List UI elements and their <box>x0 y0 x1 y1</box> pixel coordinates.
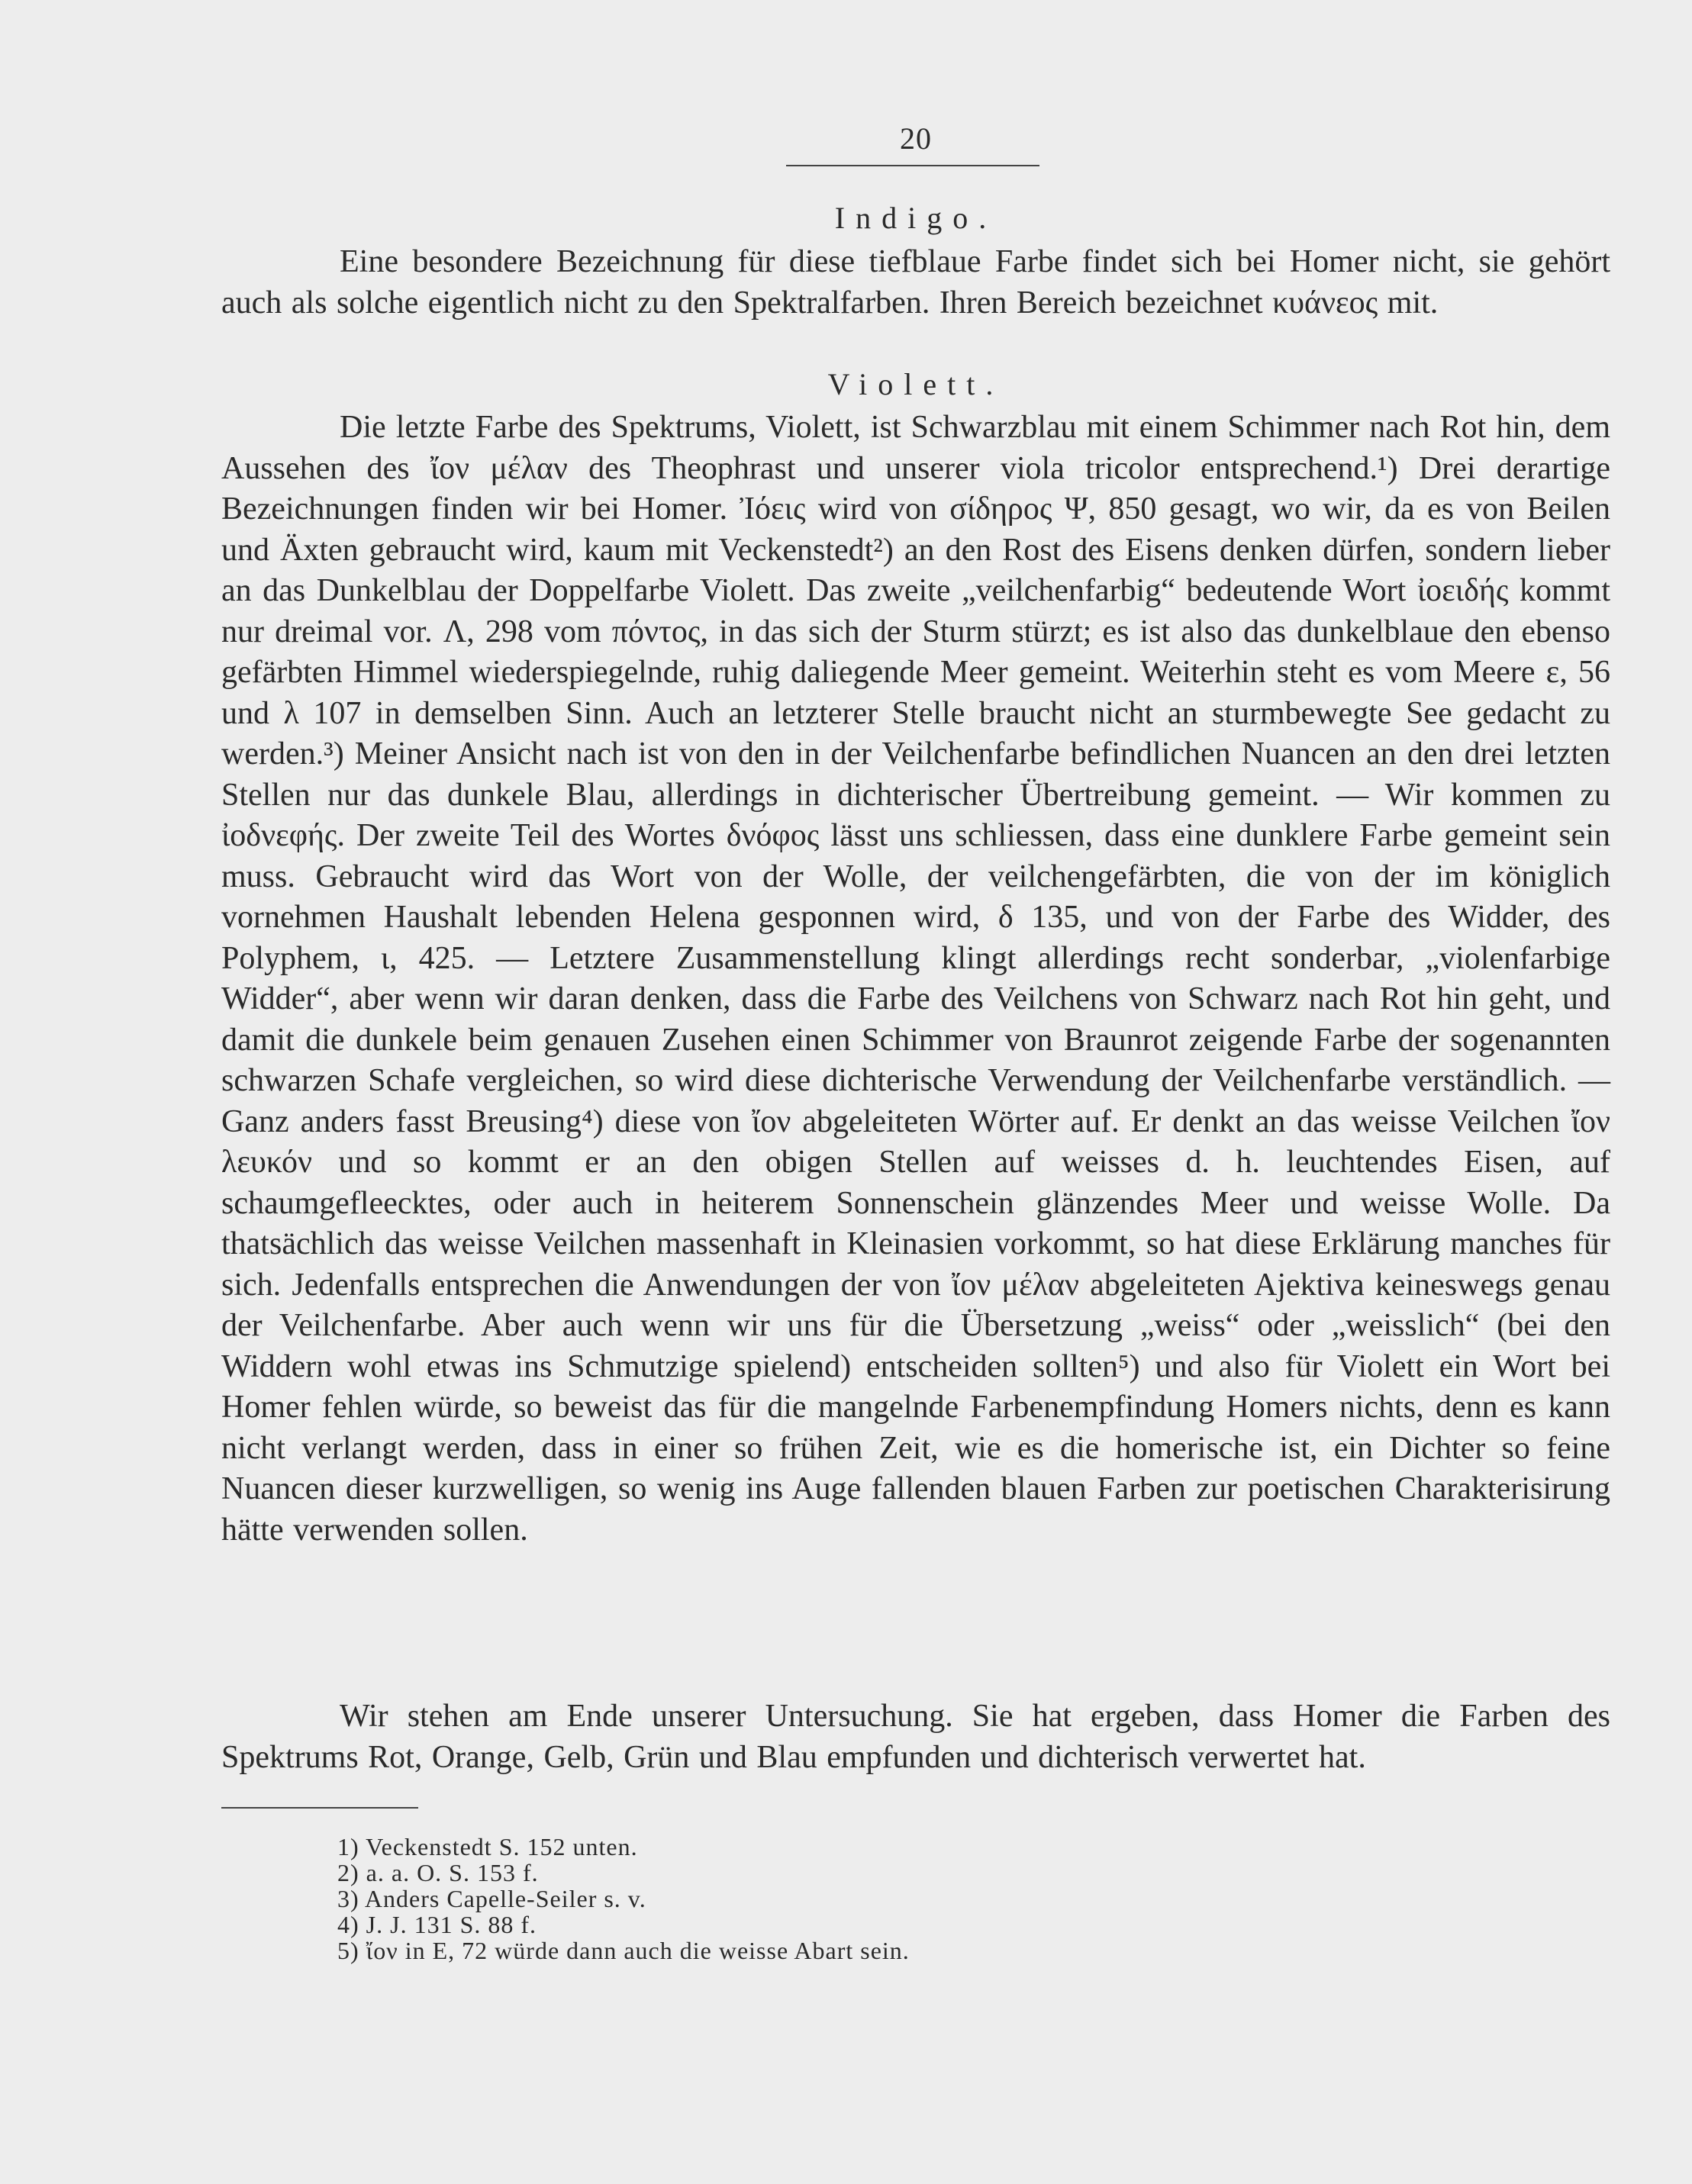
header-rule <box>786 165 1039 166</box>
paragraph-conclusion: Wir stehen am Ende unserer Untersuchung. Sie hat ergeben, dass Homer die Farben des Spektrums Rot, Orange, Gelb, Grün und Blau empfunden und dichterisch verwertet hat. <box>221 1699 1610 1775</box>
footnote-2: 2) a. a. O. S. 153 f. <box>337 1859 539 1886</box>
footnote-1: 1) Veckenstedt S. 152 unten. <box>337 1833 638 1860</box>
footnote-rule <box>221 1807 418 1809</box>
page-number: 20 <box>900 121 932 156</box>
footnote-5: 5) ἴον in E, 72 würde dann auch die weisse Abart sein. <box>337 1937 910 1964</box>
section-heading-indigo: Indigo. <box>834 201 997 235</box>
section-heading-violett: Violett. <box>827 367 1004 401</box>
footnote-3: 3) Anders Capelle-Seiler s. v. <box>337 1885 646 1912</box>
footnotes <box>337 1834 1406 1963</box>
paragraph-indigo: Eine besondere Bezeichnung für diese tiefblaue Farbe findet sich bei Homer nicht, sie gehört auch als solche eigentlich nicht zu den Spektralfarben. Ihren Bereich bezeichnet κυάνεος mit. <box>221 244 1610 321</box>
paragraph-violett: Die letzte Farbe des Spektrums, Violett, ist Schwarzblau mit einem Schimmer nach Rot hin, dem Aussehen des ἴον μέλαν des Theophrast und unserer viola tricolor entsprechend.¹) Drei derartige Bezeichnungen finden wir bei Homer. Ἰόεις wird von σίδηρος Ψ, 850 gesagt, wo wir, da es von Beilen und Äxten gebraucht wird, kaum mit Veckenstedt²) an den Rost des Eisens denken dürfen, sondern lieber an das Dunkelblau der Doppelfarbe Violett. Das zweite „veilchenfarbig“ bedeutende Wort ἰοειδής kommt nur dreimal vor. Λ, 298 vom πόντος, in das sich der Sturm stürzt; es ist also das dunkelblaue den ebenso gefärbten Himmel wiederspiegelnde, ruhig daliegende Meer gemeint. Weiterhin steht es vom Meere ε, 56 und λ 107 in demselben Sinn. Auch an letzterer Stelle braucht nicht an sturmbewegte See gedacht zu werden.³) Meiner Ansicht nach ist von den in der Veilchenfarbe befindlichen Nuancen an den drei letzten Stellen nur das dunkele Blau, allerdings in dichterischer Übertreibung gemeint. — Wir kommen zu ἰοδνεφής. Der zweite Teil des Wortes δνόφος lässt uns schliessen, dass eine dunklere Farbe gemeint sein muss. Gebraucht wird das Wort von der Wolle, der veilchengefärbten, die von der im königlich vornehmen Haushalt lebenden Helena gesponnen wird, δ 135, und von der Farbe des Widder, des Polyphem, ι, 425. — Letztere Zusammenstellung klingt allerdings recht sonderbar, „violenfarbige Widder“, aber wenn wir daran denken, dass die Farbe des Veilchens von Schwarz nach Rot hin geht, und damit die dunkele beim genauen Zusehen einen Schimmer von Braunrot zeigende Farbe der sogenannten schwarzen Schafe vergleichen, so wird diese dichterische Verwendung der Veilchenfarbe verständlich. — Ganz anders fasst Breusing⁴) diese von ἴον abgeleiteten Wörter auf. Er denkt an das weisse Veilchen ἴον λευκόν und so kommt er an den obigen Stellen auf weisses d. h. leuchtendes Eisen, auf schaumgefleecktes, oder auch in heiterem Sonnenschein glänzendes Meer und weisse Wolle. Da thatsächlich das weisse Veilchen massenhaft in Kleinasien vorkommt, so hat diese Erklärung manches für sich. Jedenfalls entsprechen die Anwendungen der von ἴον μέλαν abgeleiteten Ajektiva keineswegs genau der Veilchenfarbe. Aber auch wenn wir uns für die Übersetzung „weiss“ oder „weisslich“ (bei den Widdern wohl etwas ins Schmutzige spielend) entscheiden sollten⁵) und also für Violett ein Wort bei Homer fehlen würde, so beweist das für die mangelnde Farbenempfindung Homers nichts, denn es kann nicht verlangt werden, dass in einer so frühen Zeit, wie es die homerische ist, ein Dichter so feine Nuancen dieser kurzwelligen, so wenig ins Auge fallenden blauen Farben zur poetischen Charakterisirung hätte verwenden sollen. <box>221 410 1610 1548</box>
footnote-4: 4) J. J. 131 S. 88 f. <box>337 1911 537 1938</box>
